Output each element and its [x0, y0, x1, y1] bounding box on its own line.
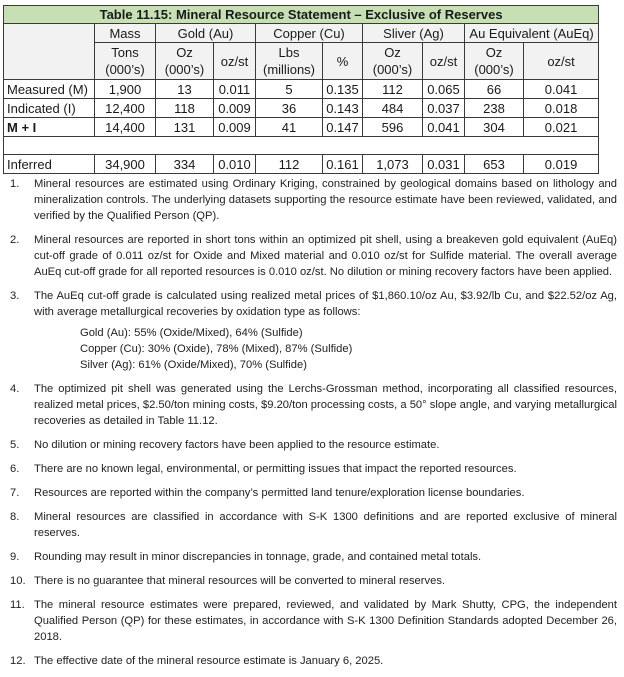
recovery-item-copper: Copper (Cu): 30% (Oxide), 78% (Mixed), 87% (Sulfide) [80, 343, 353, 355]
table-row-m-plus-i [4, 118, 599, 137]
cell: 0.065 [423, 80, 465, 99]
footnote [0, 381, 624, 429]
cell: 334 [156, 155, 214, 174]
header-unit-cu-pct: % [323, 43, 363, 80]
cell: 0.018 [524, 99, 599, 118]
footnote-number: 4. [10, 383, 20, 395]
footnote [0, 485, 624, 501]
footnote [0, 653, 624, 669]
cell: 41 [256, 118, 323, 137]
header-unit-aueq-oz: Oz (000’s) [465, 43, 524, 80]
header-group-gold: Gold (Au) [156, 24, 256, 43]
header-group-copper: Copper (Cu) [256, 24, 363, 43]
header-corner [4, 24, 95, 80]
footnote-text: There are no known legal, environmental, or permitting issues that impact the reported resources. [34, 463, 517, 475]
recovery-item-gold: Gold (Au): 55% (Oxide/Mixed), 64% (Sulfide) [80, 327, 303, 339]
footnote [0, 437, 624, 453]
cell: 0.041 [423, 118, 465, 137]
footnote-text: The optimized pit shell was generated using the Lerchs-Grossman method, incorporating all classified resources, realized metal prices, $2.50/ton mining costs, $9.20/ton processing costs, a 50° slope angle, and varying metallurgical recoveries as detailed in Table 11.12. [34, 383, 617, 427]
cell: 596 [363, 118, 423, 137]
footnote-number: 1. [10, 178, 20, 190]
footnote-text: Mineral resources are estimated using Ordinary Kriging, constrained by geological domains based on lithology and mineralization controls. The underlying datasets supporting the resource estimate have been reviewed, validated, and verified by the Qualified Person (QP). [34, 178, 617, 222]
cell: 0.011 [214, 80, 256, 99]
footnote-number: 12. [10, 655, 26, 667]
cell: 484 [363, 99, 423, 118]
table-title: Table 11.15: Mineral Resource Statement – Exclusive of Reserves [4, 6, 599, 24]
recovery-item-silver: Silver (Ag): 61% (Oxide/Mixed), 70% (Sulfide) [80, 359, 307, 371]
cell: 0.161 [323, 155, 363, 174]
footnote [0, 461, 624, 477]
cell: 304 [465, 118, 524, 137]
footnote-text: Rounding may result in minor discrepancies in tonnage, grade, and contained metal totals. [34, 551, 482, 563]
footnote-text: Mineral resources are classified in accordance with S-K 1300 definitions and are reported exclusive of mineral reserves. [34, 511, 617, 539]
header-unit-aueq-grade: oz/st [524, 43, 599, 80]
footnote-number: 11. [10, 599, 25, 611]
cell: 0.031 [423, 155, 465, 174]
footnote-number: 5. [10, 439, 20, 451]
table-row-measured [4, 80, 599, 99]
header-unit-mass: Tons (000’s) [95, 43, 156, 80]
header-group-mass: Mass [95, 24, 156, 43]
cell: 0.041 [524, 80, 599, 99]
footnote [0, 176, 624, 224]
footnote-text: Resources are reported within the company’s permitted land tenure/exploration license boundaries. [34, 487, 525, 499]
row-label: Indicated (I) [4, 99, 95, 118]
header-unit-au-oz: Oz (000’s) [156, 43, 214, 80]
cell: 0.037 [423, 99, 465, 118]
footnotes [0, 176, 624, 677]
cell: 0.143 [323, 99, 363, 118]
cell: 0.021 [524, 118, 599, 137]
header-unit-ag-oz: Oz (000’s) [363, 43, 423, 80]
cell: 12,400 [95, 99, 156, 118]
footnote-number: 7. [10, 487, 20, 499]
cell: 0.009 [214, 118, 256, 137]
table-row-inferred [4, 155, 599, 174]
cell: 34,900 [95, 155, 156, 174]
row-label: Measured (M) [4, 80, 95, 99]
header-unit-au-grade: oz/st [214, 43, 256, 80]
cell: 14,400 [95, 118, 156, 137]
footnote-number: 10. [10, 575, 26, 587]
footnote [0, 509, 624, 541]
cell: 653 [465, 155, 524, 174]
footnote [0, 288, 624, 320]
header-unit-ag-grade: oz/st [423, 43, 465, 80]
cell: 112 [363, 80, 423, 99]
cell: 5 [256, 80, 323, 99]
table-spacer-row [4, 137, 599, 155]
mineral-resource-table [3, 5, 599, 174]
footnote-text: Mineral resources are reported in short tons within an optimized pit shell, using a breakeven gold equivalent (AuEq) cut-off grade of 0.011 oz/st for Oxide and Mixed material and 0.010 oz/st for Sulfide material. The overall average AuEq cut-off grade for all reported resources is 0.010 oz/st. No dilution or mining recovery factors have been applied. [34, 234, 617, 278]
footnote [0, 549, 624, 565]
header-group-silver: Sliver (Ag) [363, 24, 465, 43]
cell: 1,900 [95, 80, 156, 99]
cell: 1,073 [363, 155, 423, 174]
table-row-indicated [4, 99, 599, 118]
footnote [0, 232, 624, 280]
footnote-text: The mineral resource estimates were prepared, reviewed, and validated by Mark Shutty, CPG, the independent Qualified Person (QP) for these estimates, in accordance with S-K 1300 Definition Standards adopted December 26, 2018. [34, 599, 617, 643]
footnote-text: No dilution or mining recovery factors have been applied to the resource estimate. [34, 439, 440, 451]
spacer-cell [4, 137, 599, 155]
footnote-number: 2. [10, 234, 20, 246]
cell: 13 [156, 80, 214, 99]
footnote-number: 9. [10, 551, 20, 563]
cell: 0.009 [214, 99, 256, 118]
footnote [0, 597, 624, 645]
cell: 0.019 [524, 155, 599, 174]
footnote-text: There is no guarantee that mineral resources will be converted to mineral reserves. [34, 575, 446, 587]
cell: 66 [465, 80, 524, 99]
cell: 0.010 [214, 155, 256, 174]
cell: 118 [156, 99, 214, 118]
footnote-number: 8. [10, 511, 20, 523]
footnote-text: The effective date of the mineral resource estimate is January 6, 2025. [34, 655, 384, 667]
footnote [0, 573, 624, 589]
recovery-list [0, 325, 624, 373]
cell: 0.147 [323, 118, 363, 137]
cell: 238 [465, 99, 524, 118]
cell: 0.135 [323, 80, 363, 99]
row-label: M + I [4, 118, 95, 137]
footnote-text: The AuEq cut-off grade is calculated using realized metal prices of $1,860.10/oz Au, $3.92/lb Cu, and $22.52/oz Ag, with average metallurgical recoveries by oxidation type as follows: [34, 290, 617, 318]
header-unit-cu-lbs: Lbs (millions) [256, 43, 323, 80]
footnote-number: 3. [10, 290, 20, 302]
cell: 36 [256, 99, 323, 118]
footnote-number: 6. [10, 463, 20, 475]
cell: 131 [156, 118, 214, 137]
cell: 112 [256, 155, 323, 174]
header-group-aueq: Au Equivalent (AuEq) [465, 24, 599, 43]
row-label: Inferred [4, 155, 95, 174]
